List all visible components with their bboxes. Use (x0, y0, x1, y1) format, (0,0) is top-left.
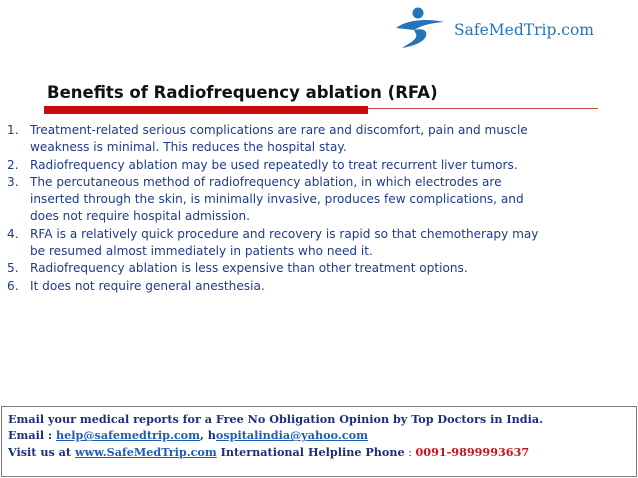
helpline-separator: : (404, 445, 416, 459)
benefit-number: 4. (7, 226, 19, 241)
page-title: Benefits of Radiofrequency ablation (RFA) (47, 83, 438, 102)
benefit-number: 3. (7, 174, 19, 189)
helpline-phone: 0091-9899993637 (415, 444, 530, 459)
benefit-line: Radiofrequency ablation is less expensive than other treatment options. (30, 261, 468, 276)
visit-label: Visit us at (8, 444, 75, 459)
benefit-number: 5. (7, 261, 19, 276)
logo-text: SafeMedTrip.com (454, 21, 594, 39)
footer-line-offer: Email your medical reports for a Free No Obligation Opinion by Top Doctors in India. (8, 412, 543, 426)
contact-footer (1, 406, 637, 477)
benefit-line: weakness is minimal. This reduces the hospital stay. (30, 140, 347, 155)
benefit-item (7, 260, 635, 277)
benefit-number: 1. (7, 123, 19, 137)
email-link-help[interactable]: help@safemedtrip.com (56, 428, 200, 443)
title-underline-bar (44, 106, 368, 114)
benefit-line: be resumed almost immediately in patients who need it. (30, 244, 373, 259)
benefit-line: Radiofrequency ablation may be used repeatedly to treat recurrent liver tumors. (30, 157, 518, 172)
benefit-item (7, 226, 635, 261)
title-underline-line (368, 108, 598, 109)
benefit-line: RFA is a relatively quick procedure and recovery is rapid so that chemotherapy may (30, 226, 539, 241)
website-link[interactable]: www.SafeMedTrip.com (74, 444, 217, 459)
email-label: Email : (8, 428, 57, 443)
helpline-label: International Helpline Phone (216, 444, 405, 459)
footer-line-visit (8, 444, 630, 461)
benefit-line: inserted through the skin, is minimally invasive, produces few complications, and (30, 192, 524, 207)
benefit-line: does not require hospital admission. (30, 209, 251, 224)
email-separator: , (199, 428, 208, 443)
benefits-list (7, 122, 635, 295)
footer-line-email (8, 427, 630, 443)
benefit-line: The percutaneous method of radiofrequency ablation, in which electrodes are (30, 174, 502, 189)
benefit-item (7, 174, 635, 226)
person-swoosh-logo-icon (392, 6, 448, 54)
email-text-hospitalindia-first: h (207, 428, 216, 443)
email-link-hospitalindia[interactable]: ospitalindia@yahoo.com (215, 428, 368, 443)
logo (392, 6, 632, 54)
benefit-number: 2. (7, 157, 19, 172)
benefit-item (7, 157, 635, 174)
benefit-number: 6. (7, 278, 19, 293)
benefit-item (7, 278, 635, 295)
benefit-line: Treatment-related serious complications are rare and discomfort, pain and muscle (30, 123, 528, 137)
benefit-item (7, 122, 635, 157)
benefit-line: It does not require general anesthesia. (30, 278, 265, 293)
